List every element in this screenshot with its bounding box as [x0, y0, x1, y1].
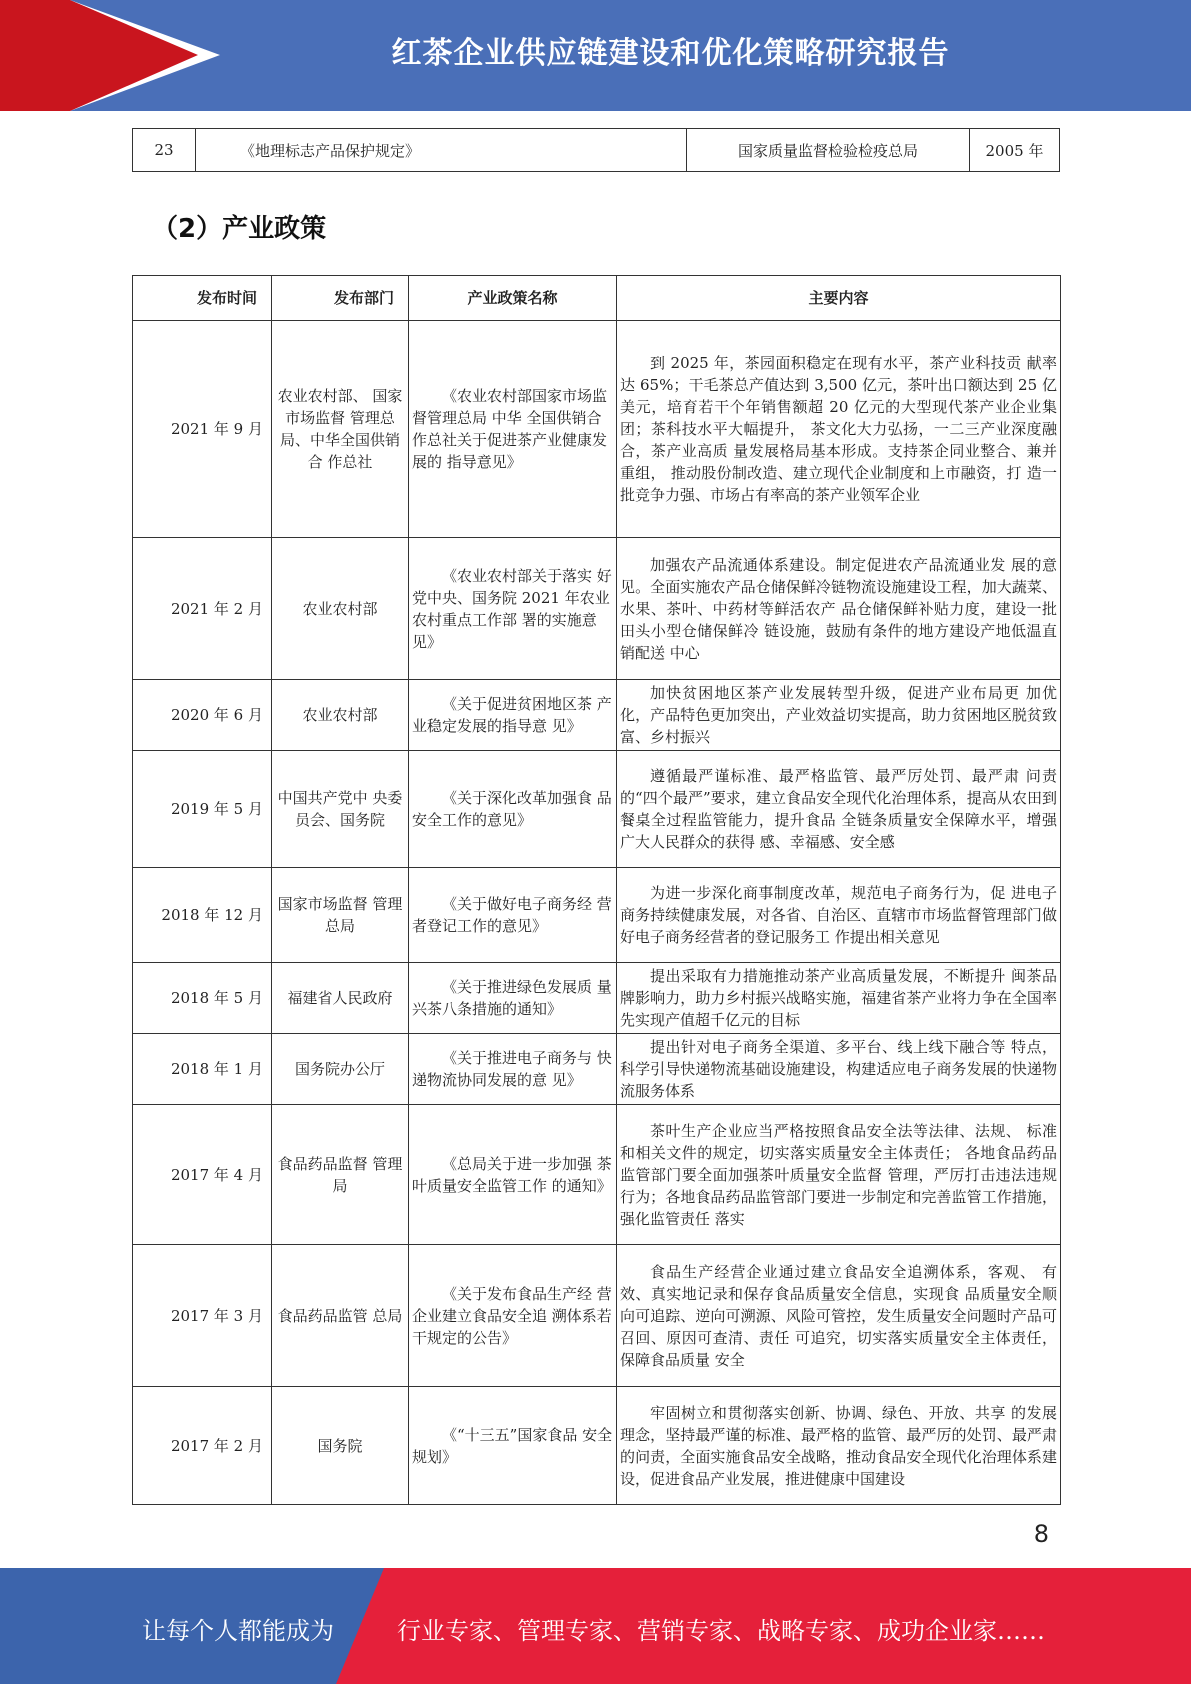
policy-dept: 中国共产党中 央委员会、国务院 [272, 751, 409, 868]
table-row [133, 129, 1060, 172]
policy-content: 加强农产品流通体系建设。制定促进农产品流通业发 展的意见。全面实施农产品仓储保鲜冷链物流设施建设工程，加大蔬菜、水果、茶叶、中药材等鲜活农产 品仓储保鲜补贴力度，建设一批田头小型仓储保鲜冷 链设施，鼓励有条件的地方建设产地低温直销配送 中心 [617, 538, 1061, 680]
footer-slogan-right: 行业专家、管理专家、营销专家、战略专家、成功企业家…… [397, 1617, 1045, 1645]
policy-dept: 国家市场监督 管理总局 [272, 868, 409, 963]
regulation-name: 《地理标志产品保护规定》 [196, 129, 687, 172]
footer-blue-slant [336, 1568, 384, 1684]
section-title: （2）产业政策 [152, 214, 327, 244]
footer-banner [0, 1568, 1191, 1684]
table-row [133, 1034, 1061, 1105]
policy-content: 茶叶生产企业应当严格按照食品安全法等法律、法规、 标准和相关文件的规定，切实落实质量安全主体责任； 各地食品药品监管部门要全面加强茶叶质量安全监督 管理，严厉打击违法违规行为；各地食品药品监管部门要进一步制定和完善监管工作措施，强化监管责任 落实 [617, 1105, 1061, 1245]
policy-name: 《“十三五”国家食品 安全规划》 [409, 1387, 617, 1505]
policy-dept: 食品药品监管 总局 [272, 1245, 409, 1387]
table-row [133, 321, 1061, 538]
policy-content: 到 2025 年，茶园面积稳定在现有水平，茶产业科技贡 献率达 65%；干毛茶总产值达到 3,500 亿元，茶叶出口额达到 25 亿美元，培育若干个年销售额超 20 亿元的大型现代茶产业企业集团；茶科技水平大幅提升， 茶文化大力弘扬，一二三产业深度融合，茶产业高质 量发展格局基本形成。支持茶企同业整合、兼并重组， 推动股份制改造、建立现代企业制度和上市融资，打 造一批竞争力强、市场占有率高的茶产业领军企业 [617, 321, 1061, 538]
table-header-row [133, 276, 1061, 321]
header-date: 发布时间 [133, 276, 272, 321]
header-dept: 发布部门 [272, 276, 409, 321]
policy-content: 为进一步深化商事制度改革，规范电子商务行为，促 进电子商务持续健康发展，对各省、自治区、直辖市市场监督管理部门做好电子商务经营者的登记服务工 作提出相关意见 [617, 868, 1061, 963]
policy-date: 2021 年 2 月 [133, 538, 272, 680]
top-regulation-table [132, 128, 1060, 172]
policy-date: 2018 年 12 月 [133, 868, 272, 963]
policy-name: 《关于做好电子商务经 营者登记工作的意见》 [409, 868, 617, 963]
table-row [133, 1245, 1061, 1387]
regulation-dept: 国家质量监督检验检疫总局 [687, 129, 970, 172]
policy-date: 2018 年 1 月 [133, 1034, 272, 1105]
table-row [133, 868, 1061, 963]
table-row [133, 1105, 1061, 1245]
policy-date: 2017 年 4 月 [133, 1105, 272, 1245]
policy-date: 2021 年 9 月 [133, 321, 272, 538]
policy-date: 2019 年 5 月 [133, 751, 272, 868]
policy-name: 《总局关于进一步加强 茶叶质量安全监管工作 的通知》 [409, 1105, 617, 1245]
regulation-year: 2005 年 [970, 129, 1060, 172]
policy-name: 《农业农村部关于落实 好党中央、国务院 2021 年农业农村重点工作部 署的实施意见》 [409, 538, 617, 680]
policy-content: 食品生产经营企业通过建立食品安全追溯体系，客观、 有效、真实地记录和保存食品质量安全信息，实现食 品质量安全顺向可追踪、逆向可溯源、风险可管控，发生质量安全问题时产品可召回、原因可查清、责任 可追究，切实落实质量安全主体责任，保障食品质量 安全 [617, 1245, 1061, 1387]
policy-dept: 国务院办公厅 [272, 1034, 409, 1105]
row-number: 23 [133, 129, 196, 172]
policy-dept: 国务院 [272, 1387, 409, 1505]
policy-dept: 食品药品监督 管理局 [272, 1105, 409, 1245]
report-title: 红茶企业供应链建设和优化策略研究报告 [391, 36, 950, 71]
footer-slogan-left: 让每个人都能成为 [142, 1617, 334, 1645]
header-red-block [0, 0, 70, 111]
policy-date: 2017 年 2 月 [133, 1387, 272, 1505]
policy-content: 提出采取有力措施推动茶产业高质量发展，不断提升 闽茶品牌影响力，助力乡村振兴战略实施，福建省茶产业将力争在全国率先实现产值超千亿元的目标 [617, 963, 1061, 1034]
policy-content: 提出针对电子商务全渠道、多平台、线上线下融合等 特点，科学引导快递物流基础设施建设，构建适应电子商务发展的快递物流服务体系 [617, 1034, 1061, 1105]
policy-name: 《关于推进绿色发展质 量兴茶八条措施的通知》 [409, 963, 617, 1034]
table-row [133, 1387, 1061, 1505]
policy-date: 2020 年 6 月 [133, 680, 272, 751]
policy-name: 《农业农村部国家市场监督管理总局 中华 全国供销合作总社关于促进茶产业健康发展的 指导意见》 [409, 321, 617, 538]
policy-name: 《关于深化改革加强食 品安全工作的意见》 [409, 751, 617, 868]
table-row [133, 751, 1061, 868]
policy-date: 2018 年 5 月 [133, 963, 272, 1034]
policy-name: 《关于促进贫困地区茶 产业稳定发展的指导意 见》 [409, 680, 617, 751]
policy-name: 《关于推进电子商务与 快递物流协同发展的意 见》 [409, 1034, 617, 1105]
policy-dept: 福建省人民政府 [272, 963, 409, 1034]
header-banner [0, 0, 1191, 111]
policy-dept: 农业农村部 [272, 680, 409, 751]
page-number: 8 [1033, 1520, 1049, 1548]
policy-date: 2017 年 3 月 [133, 1245, 272, 1387]
header-policy-name: 产业政策名称 [409, 276, 617, 321]
policy-dept: 农业农村部、 国家市场监督 管理总局、中华全国供销合 作总社 [272, 321, 409, 538]
header-content: 主要内容 [617, 276, 1061, 321]
policy-name: 《关于发布食品生产经 营企业建立食品安全追 溯体系若干规定的公告》 [409, 1245, 617, 1387]
policy-content: 遵循最严谨标准、最严格监管、最严厉处罚、最严肃 问责的“四个最严”要求，建立食品安全现代化治理体系，提高从农田到餐桌全过程监管能力，提升食品 全链条质量安全保障水平，增强广大人民群众的获得 感、幸福感、安全感 [617, 751, 1061, 868]
policy-table [132, 275, 1061, 1505]
policy-content: 牢固树立和贯彻落实创新、协调、绿色、开放、共享 的发展理念，坚持最严谨的标准、最严格的监管、最严厉的处罚、最严肃的问责，全面实施食品安全战略，推动食品安全现代化治理体系建设，促进食品产业发展，推进健康中国建设 [617, 1387, 1061, 1505]
table-row [133, 680, 1061, 751]
policy-dept: 农业农村部 [272, 538, 409, 680]
policy-content: 加快贫困地区茶产业发展转型升级，促进产业布局更 加优化，产品特色更加突出，产业效益切实提高，助力贫困地区脱贫致富、乡村振兴 [617, 680, 1061, 751]
table-row [133, 963, 1061, 1034]
table-row [133, 538, 1061, 680]
